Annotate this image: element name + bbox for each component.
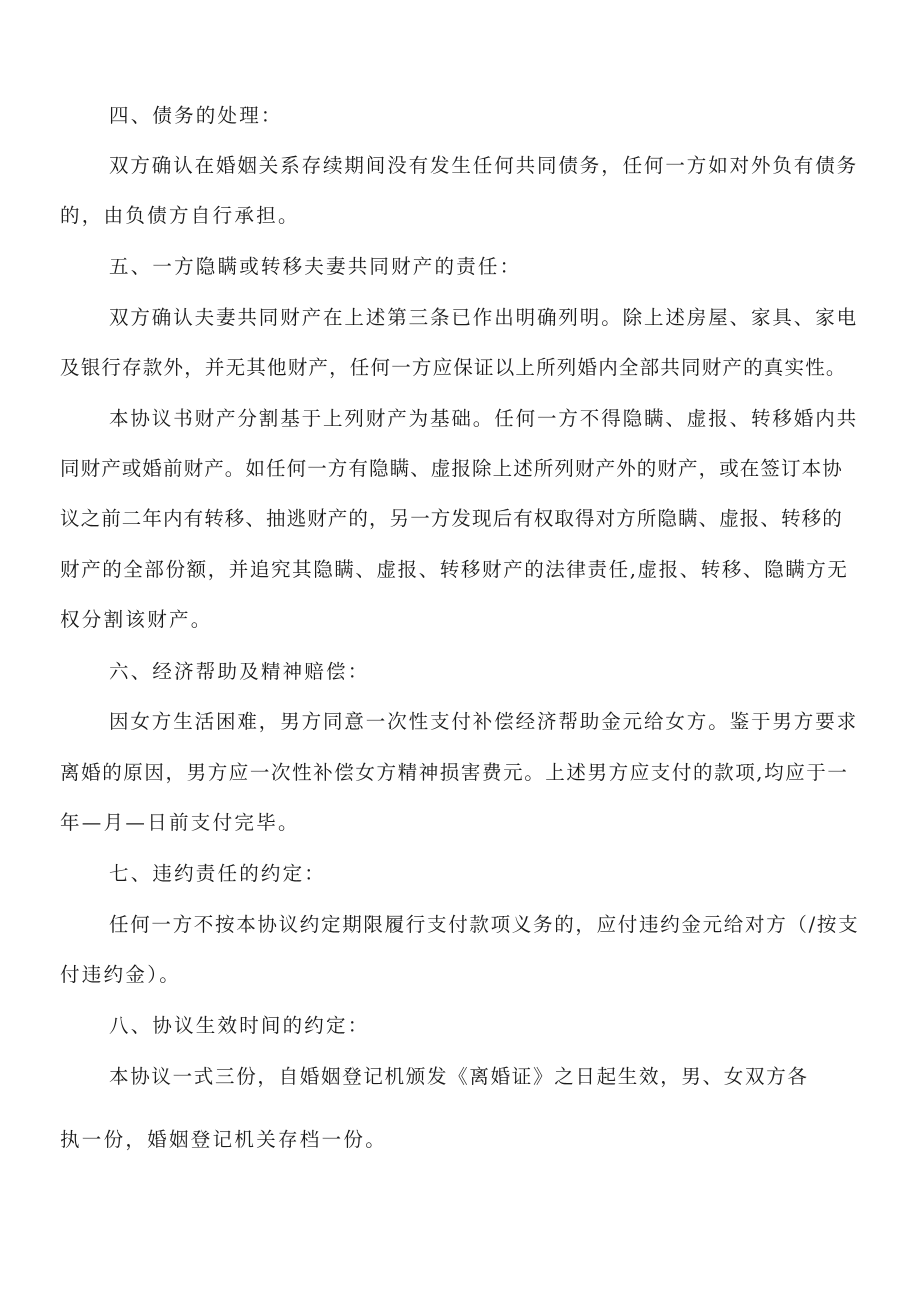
section-5-paragraph-line: 财产的全部份额，并追究其隐瞒、虚报、转移财产的法律责任,虚报、转移、隐瞒方无 <box>60 558 849 581</box>
section-4-paragraph-line: 的，由负债方自行承担。 <box>60 204 300 227</box>
section-8-paragraph-line: 执一份，婚姻登记机关存档一份。 <box>60 1128 388 1151</box>
section-5-heading: 五、一方隐瞒或转移夫妻共同财产的责任： <box>109 255 522 278</box>
section-6-paragraph-line: 离婚的原因，男方应一次性补偿女方精神损害费元。上述男方应支付的款项,均应于一 <box>60 761 849 784</box>
section-6-paragraph-line: 因女方生活困难，男方同意一次性支付补偿经济帮助金元给女方。鉴于男方要求 <box>109 710 859 733</box>
section-4-heading: 四、债务的处理： <box>109 104 283 127</box>
section-5-paragraph-line: 及银行存款外，并无其他财产，任何一方应保证以上所列婚内全部共同财产的真实性。 <box>60 356 847 379</box>
section-7-paragraph-line: 付违约金）。 <box>60 963 182 986</box>
section-5-paragraph-line: 权分割该财产。 <box>60 608 213 631</box>
section-5-paragraph-line: 双方确认夫妻共同财产在上述第三条已作出明确列明。除上述房屋、家具、家电 <box>109 306 859 329</box>
document-page <box>60 0 860 1301</box>
section-8-paragraph-line: 本协议一式三份，自婚姻登记机颁发《离婚证》之日起生效，男、女双方各 <box>109 1065 809 1088</box>
section-7-heading: 七、违约责任的约定： <box>109 862 327 885</box>
section-5-paragraph-line: 同财产或婚前财产。如任何一方有隐瞒、虚报除上述所列财产外的财产，或在签订本协 <box>60 457 843 480</box>
section-7-paragraph-line: 任何一方不按本协议约定期限履行支付款项义务的，应付违约金元给对方（/按支 <box>109 913 860 936</box>
section-4-paragraph-line: 双方确认在婚姻关系存续期间没有发生任何共同债务，任何一方如对外负有债务 <box>109 154 859 177</box>
section-5-paragraph-line: 本协议书财产分割基于上列财产为基础。任何一方不得隐瞒、虚报、转移婚内共 <box>109 407 859 430</box>
section-6-heading: 六、经济帮助及精神赔偿： <box>109 660 370 683</box>
section-8-heading: 八、协议生效时间的约定： <box>109 1014 370 1037</box>
section-6-paragraph-line: 年—月—日前支付完毕。 <box>60 811 300 834</box>
section-5-paragraph-line: 议之前二年内有转移、抽逃财产的，另一方发现后有权取得对方所隐瞒、虚报、转移的 <box>60 507 843 530</box>
